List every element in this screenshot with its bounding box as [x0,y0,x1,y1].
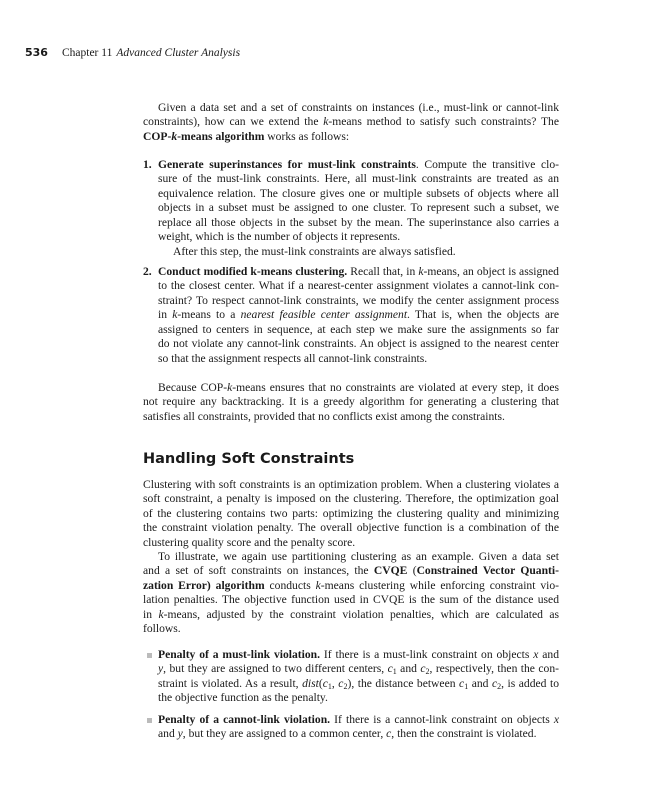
text-line [143,130,559,144]
text-run: 1 [464,681,469,691]
text-run: 2 [425,667,430,677]
text-line [158,230,559,244]
running-header [25,46,240,59]
text-run: ( [407,564,417,578]
text-run: in [143,607,159,621]
summary-paragraph [143,381,559,424]
text-line [158,216,559,230]
soft-constraints-paragraph [143,478,559,550]
bullet-must-link [158,648,559,706]
text-run: assigned to centers in sequence, at each step we make sure the assignments so far [158,322,559,336]
text-run: clustering quality score and the penalty score. [143,535,356,549]
text-run: straint? To respect cannot-link constraints, we modify the center assignment process [158,293,559,307]
text-run: -means clustering while enforcing constraint vio- [320,578,560,592]
text-run: k [158,607,164,621]
step-2 [143,265,559,366]
text-run: dist [302,676,319,690]
text-line [143,564,559,578]
text-line [143,381,559,395]
text-run: c [386,727,392,741]
text-run: Penalty of a must-link violation. [158,648,321,661]
text-line [158,172,559,186]
text-run: zation Error) algorithm [143,578,265,592]
text-line [158,713,559,727]
text-run: -means to a [177,308,241,322]
text-run: , [331,676,339,690]
text-line [143,478,559,492]
text-line [158,691,559,705]
text-run: k [172,308,178,322]
text-line [158,265,559,279]
text-run: follows. [143,622,181,636]
text-run: , but they are assigned to a common center, [182,727,387,741]
text-line [143,115,559,129]
text-run: and [538,648,560,661]
text-run: k [315,578,321,592]
text-line [143,622,559,636]
text-run: ), the distance between [347,676,460,690]
text-run: 1 [392,667,397,677]
text-run: k [171,129,178,143]
text-run: k [227,381,233,394]
text-line [173,245,574,259]
text-line [143,521,559,535]
bullet-square-icon [147,653,152,658]
text-run: x [533,648,539,661]
text-line [158,294,559,308]
text-run: straint is violated. As a result, [158,676,303,690]
text-line [143,101,559,115]
text-line [143,492,559,506]
text-run: If there is a must-link constraint on objects [320,648,534,661]
text-run: , but they are assigned to two different centers, [163,662,388,676]
chapter-title: Advanced Cluster Analysis [116,47,241,59]
text-line [143,395,559,409]
text-line [143,507,559,521]
text-run: Constrained Vector Quanti- [416,564,559,578]
text-line [158,201,559,215]
text-run: and a set of soft constraints on instances, the [143,564,374,578]
text-line [143,579,559,593]
text-run: y [158,662,164,676]
text-run: of the clustering contains two parts: optimizing the clustering quality and minimizing [143,506,559,520]
text-run: -means, adjusted by the constraint violation penalties, which are calculated as [163,607,559,621]
text-run: not require any backtracking. It is a greedy algorithm for generating a clustering that [143,395,559,409]
text-run: the objective function as the penalty. [158,691,328,705]
step-1 [143,158,559,245]
text-run: conducts [264,578,316,592]
text-run: 1 [327,681,332,691]
text-run: objects in a subset must be assigned to one cluster. To represent such a subset, we [158,201,559,215]
text-run: and [468,676,492,690]
text-run: , then the constraint is violated. [391,727,537,741]
text-run: . That is, when the objects are [407,308,559,322]
text-line [158,308,559,322]
text-line [158,187,559,201]
text-line [158,352,559,366]
text-run: satisfies all constraints, provided that no conflicts exist among the constraints. [143,409,505,423]
text-run: constraints), how can we extend the [143,115,324,129]
text-run: k [418,265,424,278]
text-run: -means, an object is assigned [423,265,559,278]
cvqe-paragraph [143,550,559,637]
text-line [143,410,559,424]
text-run: equivalence relation. The closure gives one or multiple subsets of objects where all [158,186,559,200]
text-run: COP- [143,129,172,143]
text-run: c [420,662,426,676]
text-line [158,337,559,351]
text-run: the constraint violation penalty. The overall objective function is a combination of the [143,521,559,535]
text-line [158,677,559,691]
intro-paragraph [143,101,559,144]
text-run: so that the assignment respects all cannot-link constraints. [158,351,428,365]
text-line [143,536,559,550]
text-run: in [158,308,173,322]
text-run: Conduct modified k-means clustering. [158,265,348,278]
text-line [143,608,559,622]
text-run: 2 [343,681,348,691]
list-number: 1. [143,158,152,171]
text-run: Recall that, in [347,265,419,278]
page-number: 536 [25,46,48,59]
text-run: Generate superinstances for must-link constraints [158,158,416,171]
text-line [143,593,559,607]
text-line [158,662,559,676]
text-run: c [491,676,498,690]
text-run: y [177,727,183,741]
section-heading: Handling Soft Constraints [143,451,355,467]
text-run: , respectively, then the con- [429,662,559,676]
text-run: works as follows: [264,129,350,143]
text-run: Given a data set and a set of constraints on instances (i.e., must-link or cannot-link [158,101,559,114]
text-run: To illustrate, we again use partitioning clustering as an example. Given a data set [158,550,559,563]
step-1-note [158,245,574,259]
text-run: After this step, the must-link constraints are always satisfied. [173,245,456,258]
text-run: do not violate any cannot-link constraints. An object is assigned to the nearest center [158,337,559,351]
text-run: CVQE [373,564,408,578]
text-line [158,279,559,293]
text-run: Because COP- [158,381,228,394]
text-run: and [158,727,178,741]
text-run: c [387,662,393,676]
text-run: , is added to [501,676,559,690]
text-run: c [338,676,344,690]
text-run: -means method to satisfy such constraints? The [328,115,559,129]
text-run: c [322,676,328,690]
text-run: lation penalties. The objective function used in CVQE is the sum of the distance used [143,593,559,607]
text-run: ( [318,676,323,690]
text-run: -means ensures that no constraints are violated at every step, it does [232,381,559,394]
text-run: replace all those objects in the subset by the mean. The superinstance also carries a [158,215,559,229]
chapter-label: Chapter 11 [61,47,113,59]
text-run: -means algorithm [177,129,265,143]
text-run: x [553,713,560,726]
text-line [143,550,559,564]
text-run: c [459,676,465,690]
text-run: . Compute the transitive clo- [415,158,559,171]
text-run: 2 [497,681,502,691]
text-run: to the closest center. What if a nearest-center assignment violates a cannot-link con- [158,279,559,293]
bullet-cannot-link [158,713,559,742]
text-run: Clustering with soft constraints is an optimization problem. When a clustering violates a [143,478,559,491]
text-run: k [323,115,329,129]
text-run: soft constraint, a penalty is imposed on the clustering. Therefore, the optimization goal [143,492,559,506]
text-run: weight, which is the number of objects it represents. [158,230,401,244]
text-run: nearest feasible center assignment [240,308,408,322]
bullet-square-icon [147,718,152,723]
text-line [158,648,559,662]
text-line [158,323,559,337]
text-line [158,727,559,741]
text-run: sure of the must-link constraints. Here, all must-link constraints are treated as an [158,172,559,186]
text-line [158,158,559,172]
list-number: 2. [143,265,152,278]
text-run: If there is a cannot-link constraint on objects [330,713,554,726]
text-run: Penalty of a cannot-link violation. [158,713,331,726]
text-run: and [396,662,421,676]
